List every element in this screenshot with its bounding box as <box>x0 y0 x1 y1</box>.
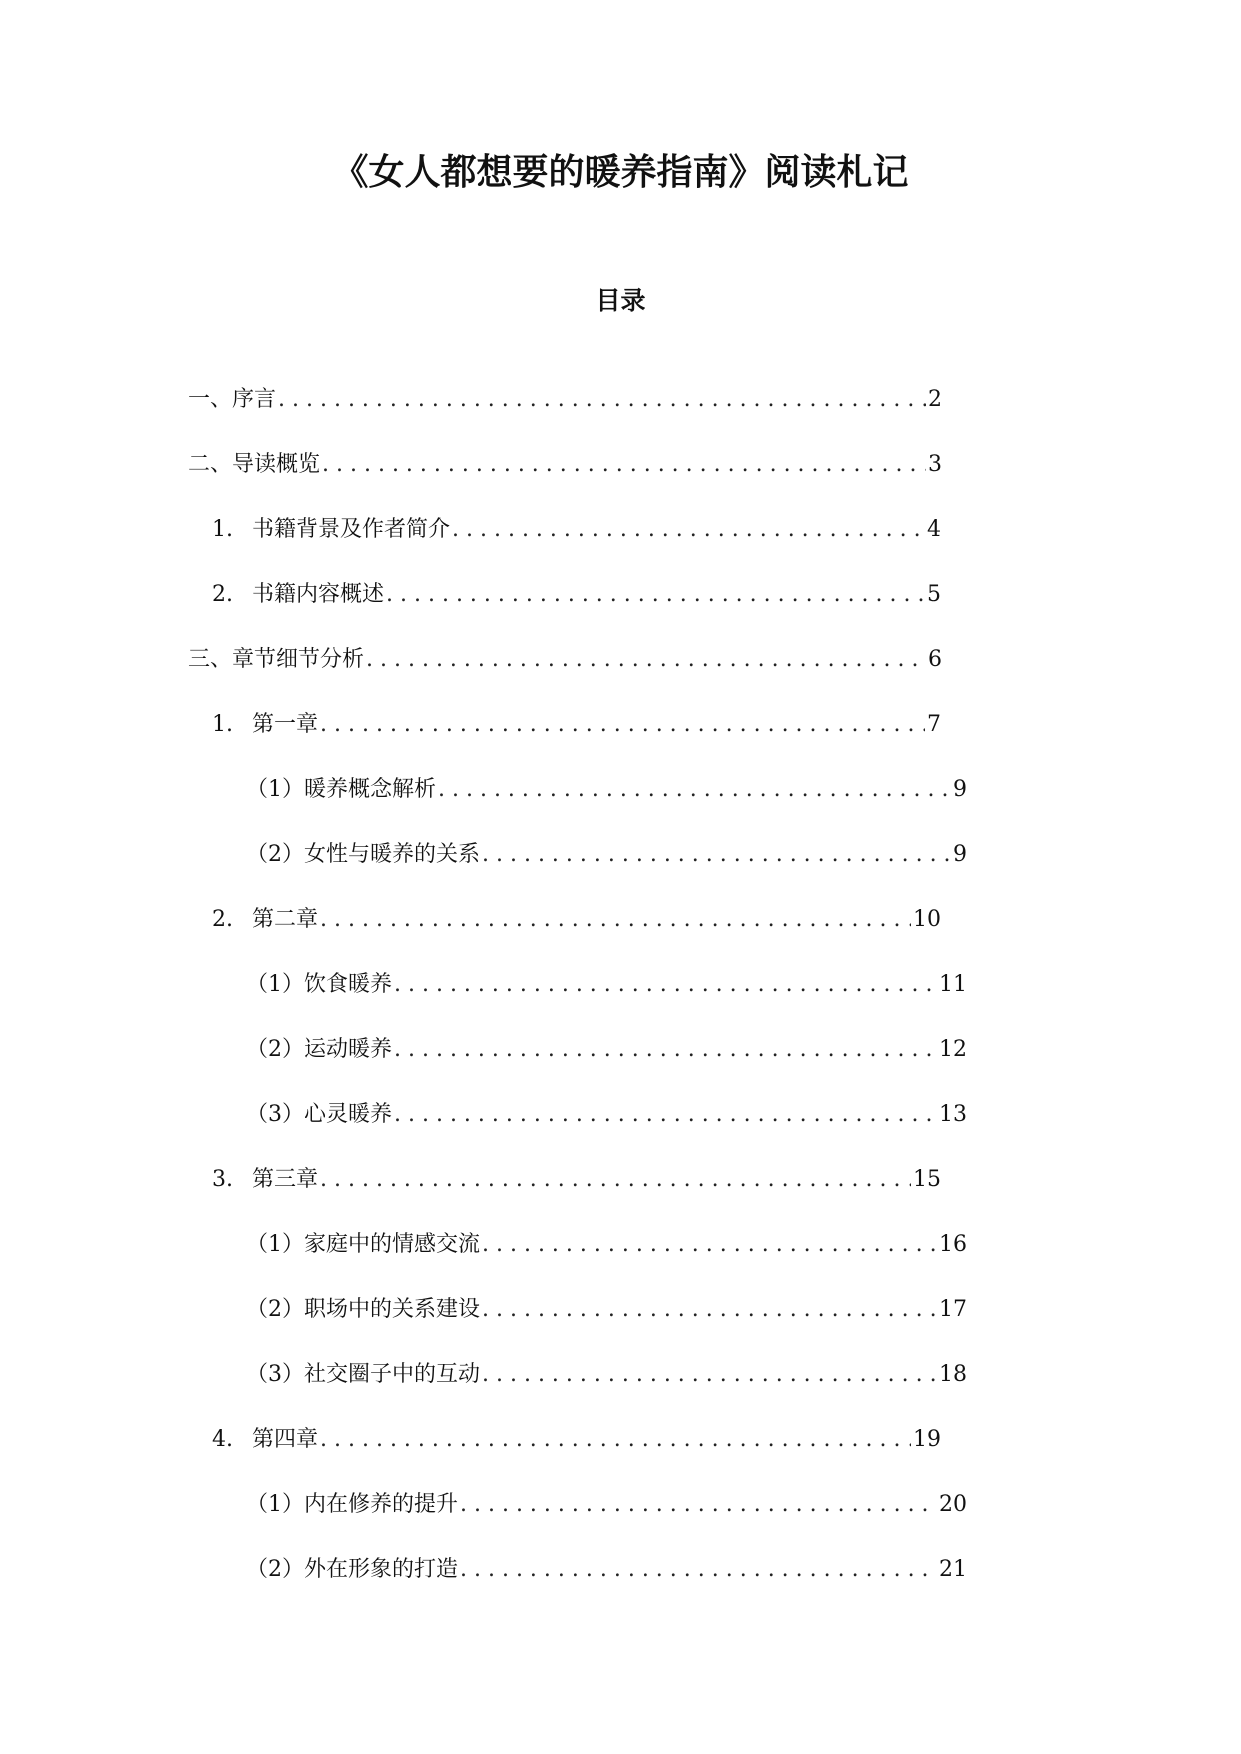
toc-entry[interactable] <box>212 515 941 580</box>
toc-entry-page: 7 <box>927 712 941 737</box>
toc-dot-leader <box>320 905 911 935</box>
toc-dot-leader <box>460 1555 937 1585</box>
toc-entry-label: （1）内在修养的提升 <box>246 1492 458 1517</box>
toc-dot-leader <box>320 1165 911 1195</box>
toc-entry[interactable] <box>188 450 942 515</box>
toc-dot-leader <box>482 1295 937 1325</box>
toc-entry-label: 书籍内容概述 <box>252 582 385 607</box>
toc-entry[interactable] <box>246 1360 967 1425</box>
toc-entry-page: 9 <box>953 777 967 802</box>
toc-entry-label: （2）运动暖养 <box>246 1037 392 1062</box>
toc-entry-label: （1）暖养概念解析 <box>246 777 436 802</box>
toc-entry[interactable] <box>212 1425 941 1490</box>
toc-entry[interactable] <box>246 1230 967 1295</box>
toc-entry-label: 三、章节细节分析 <box>188 647 365 672</box>
toc-entry-label: 第四章 <box>252 1427 319 1452</box>
toc-entry[interactable] <box>188 645 942 710</box>
toc-entry-page: 4 <box>927 517 941 542</box>
toc-entry-page: 10 <box>913 907 941 932</box>
toc-entry-number: 2. <box>212 907 233 932</box>
toc-entry-label: 第二章 <box>252 907 319 932</box>
toc-dot-leader <box>460 1490 937 1520</box>
toc-entry-page: 18 <box>939 1362 967 1387</box>
toc-dot-leader <box>386 580 925 610</box>
toc-entry-label: （3）社交圈子中的互动 <box>246 1362 480 1387</box>
toc-entry-label: 一、序言 <box>188 387 277 412</box>
toc-entry[interactable] <box>246 1555 967 1620</box>
toc-dot-leader <box>278 385 926 415</box>
toc-entry-number: 1. <box>212 517 233 542</box>
table-of-contents <box>0 385 1241 1620</box>
toc-entry-page: 9 <box>953 842 967 867</box>
toc-entry-page: 5 <box>927 582 941 607</box>
toc-entry-label: 第三章 <box>252 1167 319 1192</box>
toc-entry-label: 二、导读概览 <box>188 452 321 477</box>
toc-entry-label: （1）家庭中的情感交流 <box>246 1232 480 1257</box>
toc-dot-leader <box>366 645 926 675</box>
toc-entry-number: 4. <box>212 1427 233 1452</box>
toc-entry-page: 21 <box>939 1557 967 1582</box>
toc-entry[interactable] <box>188 385 942 450</box>
toc-entry-page: 19 <box>913 1427 941 1452</box>
toc-dot-leader <box>322 450 926 480</box>
document-title: 《女人都想要的暖养指南》阅读札记 <box>332 152 909 193</box>
toc-entry[interactable] <box>246 1100 967 1165</box>
toc-dot-leader <box>320 710 925 740</box>
toc-dot-leader <box>482 840 951 870</box>
toc-entry[interactable] <box>246 775 967 840</box>
toc-heading: 目录 <box>595 286 646 315</box>
toc-entry[interactable] <box>212 1165 941 1230</box>
toc-entry[interactable] <box>246 1035 967 1100</box>
toc-entry[interactable] <box>246 1295 967 1360</box>
toc-entry-label: 书籍背景及作者简介 <box>252 517 451 542</box>
toc-entry-label: （2）职场中的关系建设 <box>246 1297 480 1322</box>
toc-entry[interactable] <box>212 710 941 775</box>
toc-entry-page: 15 <box>913 1167 941 1192</box>
toc-entry[interactable] <box>246 970 967 1035</box>
toc-entry-page: 2 <box>928 387 942 412</box>
toc-entry-number: 2. <box>212 582 233 607</box>
toc-dot-leader <box>452 515 925 545</box>
toc-entry-page: 17 <box>939 1297 967 1322</box>
toc-entry[interactable] <box>246 1490 967 1555</box>
toc-entry-number: 3. <box>212 1167 233 1192</box>
toc-entry-label: 第一章 <box>252 712 319 737</box>
toc-entry-number: 1. <box>212 712 233 737</box>
toc-dot-leader <box>394 970 937 1000</box>
toc-dot-leader <box>438 775 951 805</box>
toc-entry-page: 16 <box>939 1232 967 1257</box>
toc-entry[interactable] <box>212 905 941 970</box>
toc-entry-label: （1）饮食暖养 <box>246 972 392 997</box>
toc-entry-label: （3）心灵暖养 <box>246 1102 392 1127</box>
toc-dot-leader <box>482 1360 937 1390</box>
toc-entry-label: （2）女性与暖养的关系 <box>246 842 480 867</box>
toc-entry-page: 13 <box>939 1102 967 1127</box>
toc-entry[interactable] <box>246 840 967 905</box>
toc-entry-page: 12 <box>939 1037 967 1062</box>
toc-dot-leader <box>394 1100 937 1130</box>
toc-entry-page: 11 <box>939 972 967 997</box>
toc-dot-leader <box>394 1035 937 1065</box>
toc-entry-page: 6 <box>928 647 942 672</box>
toc-dot-leader <box>320 1425 911 1455</box>
toc-entry[interactable] <box>212 580 941 645</box>
toc-entry-label: （2）外在形象的打造 <box>246 1557 458 1582</box>
toc-dot-leader <box>482 1230 937 1260</box>
toc-entry-page: 20 <box>939 1492 967 1517</box>
toc-entry-page: 3 <box>928 452 942 477</box>
